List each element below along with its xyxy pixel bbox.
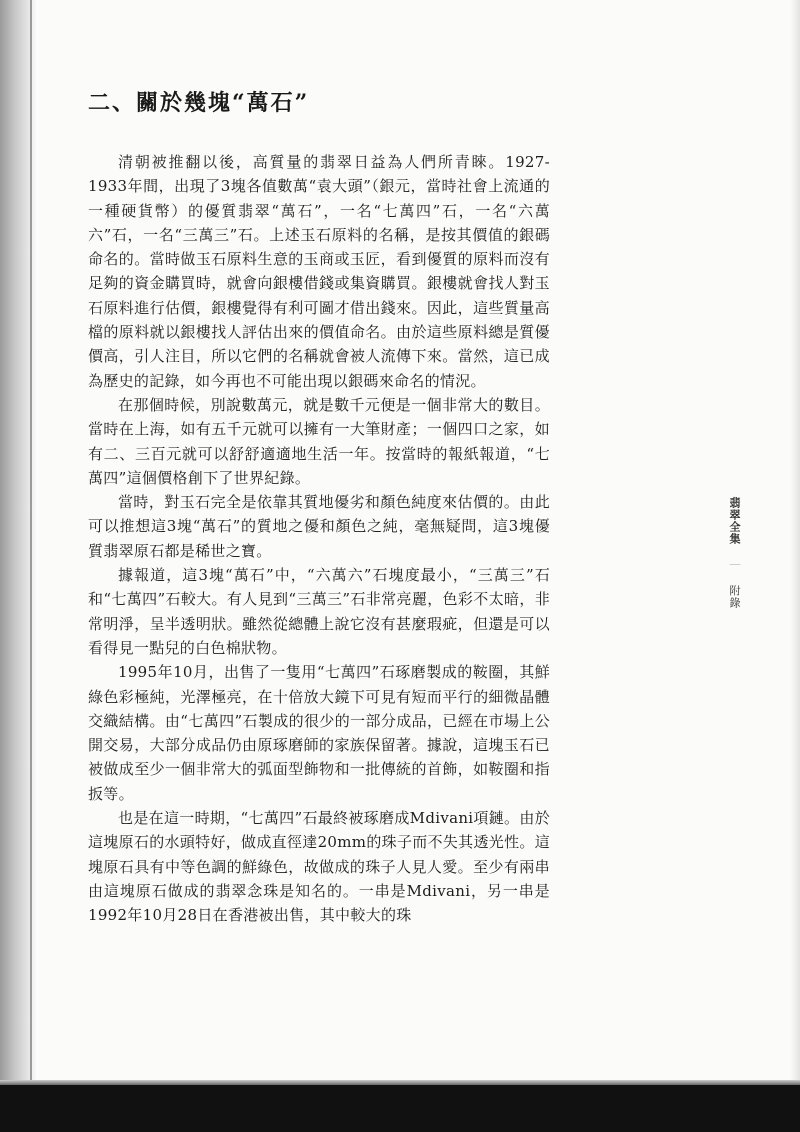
side-running-head (727, 497, 741, 609)
paragraph: 1995年10月，出售了一隻用“七萬四”石琢磨製成的鞍圈，其鮮綠色彩極純，光澤極亮，在十倍放大鏡下可見有短而平行的細微晶體交織結構。由“七萬四”石製成的很少的一部分成品，已經在市場上公開交易，大部分成品仍由原琢磨師的家族保留著。據說，這塊玉石已被做成至少一個非常大的弧面型飾物和一批傳統的首飾，如鞍圈和指扳等。 (88, 663, 550, 803)
paragraph: 也是在這一時期，“七萬四”石最終被琢磨成Mdivani項鏈。由於這塊原石的水頭特好，做成直徑達20mm的珠子而不失其透光性。這塊原石具有中等色調的鮮綠色，故做成的珠子人見人愛。至少有兩串由這塊原石做成的翡翠念珠是知名的。一串是Mdivani，另一串是1992年10月28日在香港被出售，其中較大的珠 (88, 809, 550, 925)
paragraph: 在那個時候，別說數萬元，就是數千元便是一個非常大的數目。當時在上海，如有五千元就可以擁有一大筆財產；一個四口之家，如有二、三百元就可以舒舒適適地生活一年。按當時的報紙報道，“七萬四”這個價格創下了世界紀錄。 (88, 395, 550, 487)
scan-binding-shadow (0, 0, 38, 1085)
section-heading: 二、關於幾塊“萬石” (88, 90, 310, 116)
section-name: 附錄 (728, 585, 741, 609)
page-edge (790, 0, 800, 1085)
book-title: 翡翠全集 (728, 497, 741, 545)
binding-line (30, 0, 32, 1085)
scan-bottom-band (0, 1085, 800, 1132)
paragraph: 當時，對玉石完全是依靠其質地優劣和顏色純度來估價的。由此可以推想這3塊“萬石”的質地之優和顏色之純，毫無疑問，這3塊優質翡翠原石都是稀世之寶。 (88, 493, 550, 560)
paragraph: 清朝被推翻以後，高質量的翡翠日益為人們所青睞。1927-1933年間，出現了3塊各值數萬“袁大頭”（銀元，當時社會上流通的一種硬貨幣）的優質翡翠“萬石”，一名“七萬四”石，一名“六萬六”石，一名“三萬三”石。上述玉石原料的名稱，是按其價值的銀碼命名的。當時做玉石原料生意的玉商或玉匠，看到優質的原料而沒有足夠的資金購買時，就會向銀樓借錢或集資購買。銀樓就會找人對玉石原料進行估價，銀樓覺得有利可圖才借出錢來。因此，這些質量高檔的原料就以銀樓找人評估出來的價值命名。由於這些原料總是質優價高，引人注目，所以它們的名稱就會被人流傳下來。當然，這已成為歷史的記錄，如今再也不可能出現以銀碼來命名的情況。 (88, 153, 550, 390)
paragraph: 據報道，這3塊“萬石”中，“六萬六”石塊度最小，“三萬三”石和“七萬四”石較大。有人見到“三萬三”石非常亮麗，色彩不太暗，非常明淨，呈半透明狀。雖然從總體上說它沒有甚麼瑕疵，但還是可以看得見一點兒的白色棉狀物。 (88, 566, 550, 657)
body-text (88, 150, 550, 928)
side-tab-divider: ｜ (728, 559, 741, 571)
